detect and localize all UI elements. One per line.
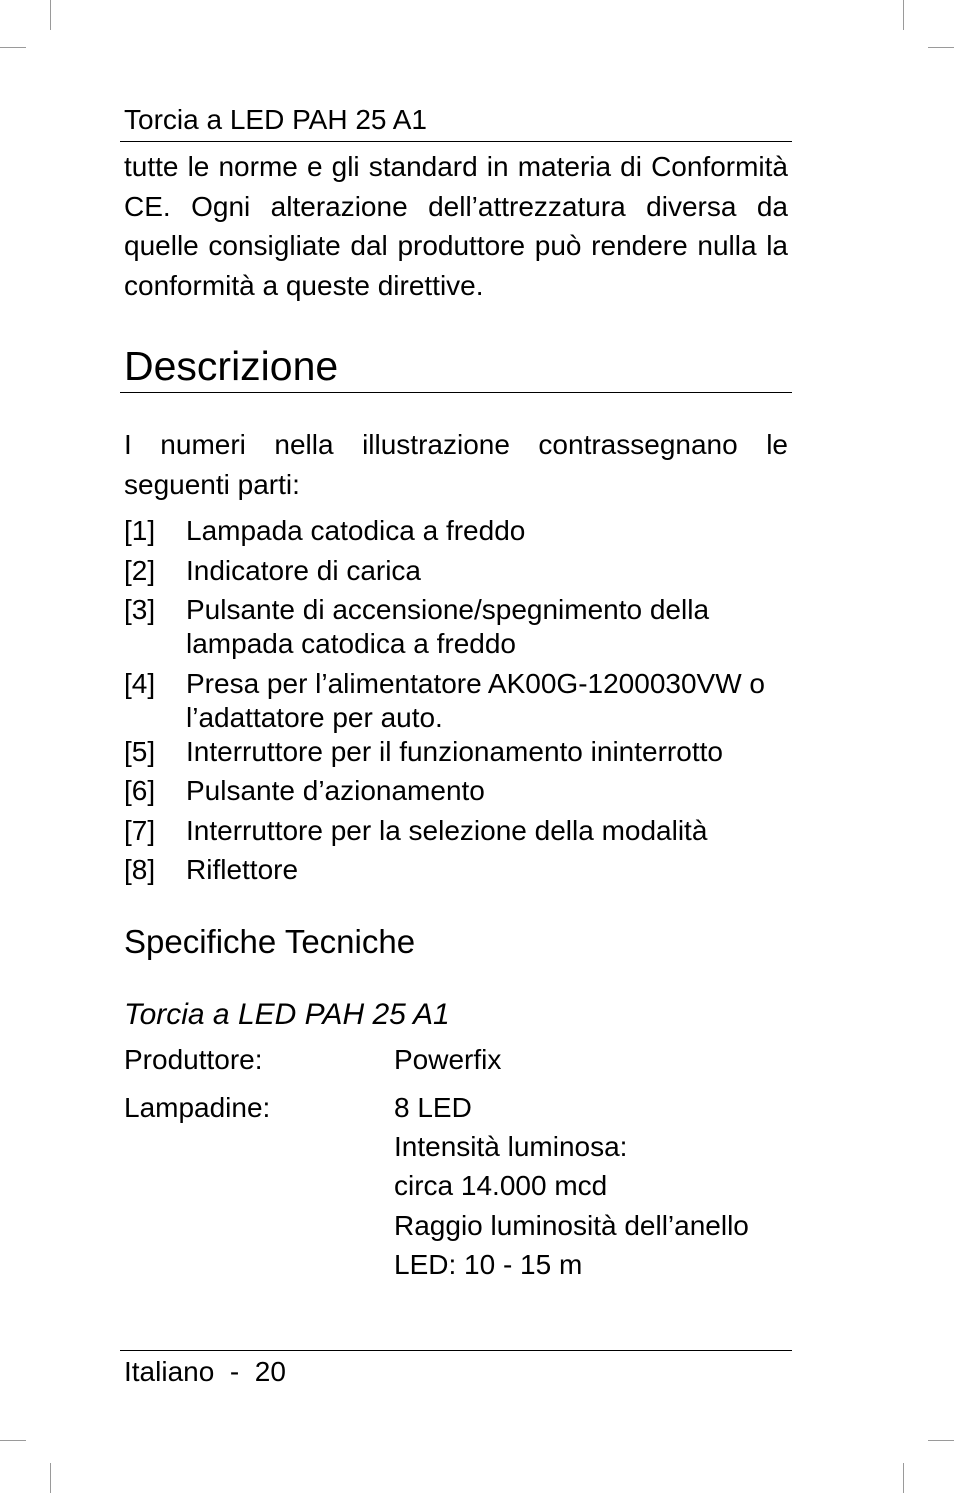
page-footer bbox=[124, 1355, 286, 1389]
part-text: Pulsante d’azionamento bbox=[186, 775, 485, 806]
part-text: Interruttore per il funzionamento ininterrotto bbox=[186, 735, 723, 767]
page-number: 20 bbox=[254, 1356, 286, 1387]
part-number: [8] bbox=[124, 854, 156, 885]
section-title-specs: Specifiche Tecniche bbox=[124, 923, 416, 960]
part-text: Interruttore per la selezione della modalità bbox=[186, 814, 708, 846]
part-number: [4] bbox=[124, 667, 156, 699]
part-number: [3] bbox=[124, 594, 156, 625]
part-text: Riflettore bbox=[186, 854, 299, 885]
crop-mark-top-left-h bbox=[0, 47, 26, 48]
running-header: Torcia a LED PAH 25 A1 bbox=[124, 104, 427, 135]
spec-value: Powerfix bbox=[394, 1044, 502, 1075]
spec-value: 8 LED bbox=[394, 1092, 472, 1123]
footer-language: Italiano bbox=[124, 1356, 215, 1387]
part-text: Indicatore di carica bbox=[186, 554, 422, 586]
crop-mark-top-right bbox=[903, 0, 904, 30]
crop-mark-top-right-h bbox=[928, 47, 954, 48]
list-item bbox=[124, 735, 788, 769]
parts-list bbox=[124, 514, 788, 893]
crop-mark-bottom-left-h bbox=[0, 1440, 26, 1441]
part-number: [1] bbox=[124, 515, 156, 546]
description-intro: I numeri nella illustrazione contrassegnano le seguenti parti: bbox=[124, 429, 788, 500]
spec-values bbox=[394, 1040, 501, 1079]
list-item bbox=[124, 814, 788, 848]
part-number: [6] bbox=[124, 775, 156, 806]
part-text: Presa per l’alimentatore AK00G-1200030VW o l’adattatore per auto. bbox=[186, 667, 765, 733]
list-item bbox=[124, 514, 788, 548]
spec-value: LED: 10 - 15 m bbox=[394, 1248, 583, 1280]
part-text: Pulsante di accensione/spegnimento della lampada catodica a freddo bbox=[186, 594, 710, 659]
crop-mark-top-left bbox=[50, 0, 51, 30]
crop-mark-bottom-left bbox=[50, 1463, 51, 1493]
section-title-rule bbox=[120, 392, 792, 393]
footer-separator: - bbox=[229, 1356, 240, 1387]
spec-row-produttore bbox=[124, 1040, 788, 1079]
section-title-descrizione: Descrizione bbox=[124, 343, 339, 389]
spec-value: Intensità luminosa: bbox=[394, 1131, 628, 1163]
crop-mark-bottom-right-h bbox=[928, 1440, 954, 1441]
part-number: [7] bbox=[124, 814, 156, 846]
list-item bbox=[124, 853, 788, 887]
spec-value: circa 14.000 mcd bbox=[394, 1170, 608, 1202]
spec-value: Raggio luminosità dell’anello bbox=[394, 1209, 749, 1241]
spec-label: Produttore: bbox=[124, 1044, 263, 1075]
spec-values bbox=[394, 1088, 749, 1284]
part-number: [2] bbox=[124, 554, 156, 586]
spec-label: Lampadine: bbox=[124, 1092, 271, 1123]
part-text: Lampada catodica a freddo bbox=[186, 515, 526, 546]
list-item bbox=[124, 667, 788, 735]
list-item bbox=[124, 774, 788, 808]
crop-mark-bottom-right bbox=[903, 1463, 904, 1493]
list-item bbox=[124, 554, 788, 588]
footer-rule bbox=[120, 1350, 792, 1351]
list-item bbox=[124, 593, 788, 661]
spec-row-lampadine bbox=[124, 1088, 788, 1284]
product-name: Torcia a LED PAH 25 A1 bbox=[124, 998, 450, 1031]
header-rule bbox=[120, 141, 792, 142]
part-number: [5] bbox=[124, 735, 156, 767]
intro-paragraph: tutte le norme e gli standard in materia di Conformità CE. Ogni alterazione dell’attrezzatura diversa da quelle consigliate dal produttore può rendere nulla la conformità a queste direttive. bbox=[124, 151, 788, 301]
